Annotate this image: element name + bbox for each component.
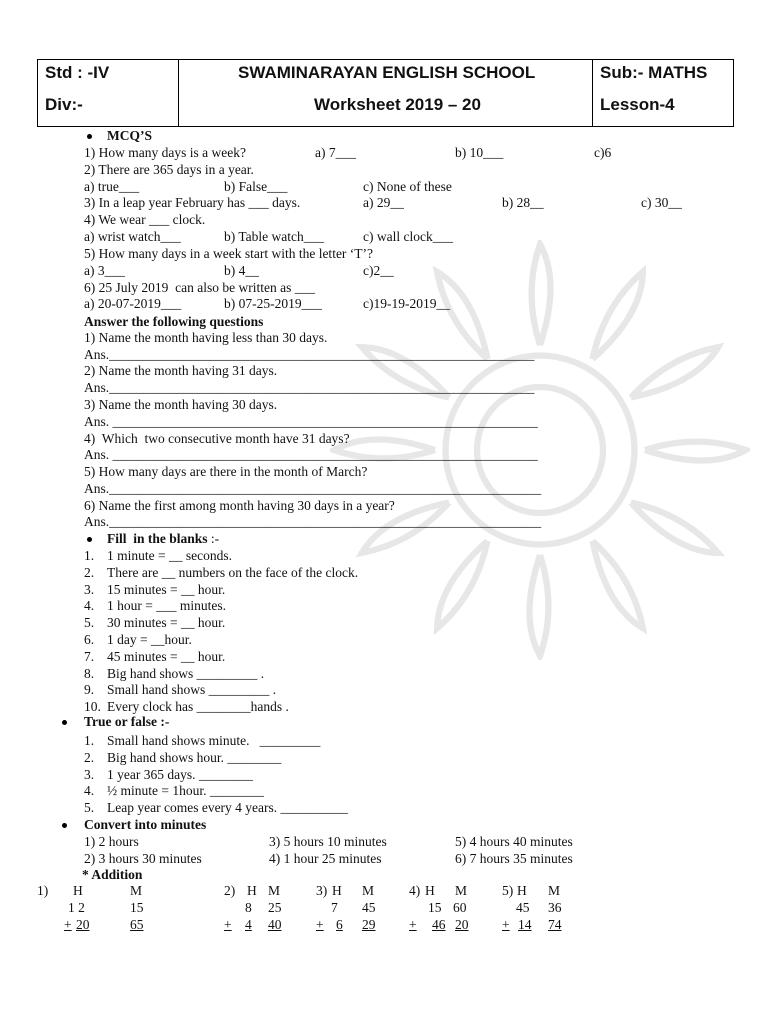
mcq-title: MCQ’S <box>107 128 152 143</box>
plus-sign: + <box>502 917 510 932</box>
mcq-text: c) wall clock___ <box>363 229 453 244</box>
answer-title: Answer the following questions <box>84 314 264 329</box>
hours-header: H <box>517 883 527 898</box>
minutes-header: M <box>362 883 375 898</box>
convert-item: 1) 2 hours <box>84 834 139 849</box>
tf-item: 1 year 365 days. ________ <box>107 766 253 782</box>
problem-number: 2) <box>224 883 236 898</box>
problem-number: 1) <box>37 883 49 898</box>
item-number: 10. <box>84 699 101 715</box>
answer-line: Ans._______________________________________________________________ <box>84 380 535 395</box>
hours-value: 46 <box>432 917 446 932</box>
item-number: 4. <box>84 598 95 614</box>
convert-item: 6) 7 hours 35 minutes <box>455 850 573 866</box>
convert-item: 2) 3 hours 30 minutes <box>84 850 202 866</box>
problem-number: 5) <box>502 883 514 898</box>
tf-item: Small hand shows minute. _________ <box>107 733 321 748</box>
problem-number: 4) <box>409 883 421 898</box>
fill-title: Fill in the blanks <box>107 531 208 546</box>
minutes-header: M <box>130 883 143 898</box>
fill-item: Small hand shows _________ . <box>107 682 277 698</box>
question-text: 6) Name the first among month having 30 days in a year? <box>84 498 395 513</box>
fill-item: 1 day = __hour. <box>107 632 192 647</box>
header-table <box>37 59 734 127</box>
fill-bullet-icon <box>87 537 92 542</box>
hours-value: 8 <box>245 900 252 915</box>
fill-item: Big hand shows _________ . <box>107 665 265 681</box>
hours-value: 4 <box>245 917 252 932</box>
tf-title: True or false :- <box>84 714 170 729</box>
item-number: 9. <box>84 682 95 698</box>
fill-item: 45 minutes = __ hour. <box>107 648 226 664</box>
answer-line: Ans.________________________________________________________________ <box>84 514 542 529</box>
question-text: 4) Which two consecutive month have 31 days? <box>84 431 350 446</box>
hours-value: 14 <box>518 917 532 932</box>
minutes-header: M <box>455 883 468 898</box>
minutes-value: 40 <box>268 917 282 932</box>
hours-header: H <box>247 883 257 898</box>
item-number: 2. <box>84 564 95 580</box>
convert-item: 3) 5 hours 10 minutes <box>269 834 387 849</box>
question-text: 5) How many days are there in the month of March? <box>84 464 368 479</box>
hours-header: H <box>425 883 435 898</box>
hours-value: 20 <box>76 917 90 932</box>
question-text: 2) Name the month having 31 days. <box>84 363 278 378</box>
item-number: 2. <box>84 749 95 765</box>
item-number: 5. <box>84 615 95 631</box>
lesson-label: Lesson-4 <box>600 95 675 114</box>
convert-bullet-icon <box>62 823 67 828</box>
item-number: 5. <box>84 800 95 816</box>
minutes-value: 65 <box>130 917 144 932</box>
fill-suffix: :- <box>207 531 220 546</box>
hours-value: 6 <box>336 917 343 932</box>
answer-line: Ans.________________________________________________________________ <box>84 481 542 496</box>
fill-item: 15 minutes = __ hour. <box>107 581 226 597</box>
item-number: 7. <box>84 648 95 664</box>
convert-item: 4) 1 hour 25 minutes <box>269 850 382 866</box>
mcq-text: b) 28__ <box>502 195 544 210</box>
mcq-text: 2) There are 365 days in a year. <box>84 162 254 177</box>
mcq-text: c)19-19-2019__ <box>363 296 450 311</box>
tf-item: ½ minute = 1hour. ________ <box>107 783 264 799</box>
fill-heading <box>107 531 219 547</box>
problem-number: 3) <box>316 883 328 898</box>
minutes-value: 74 <box>548 917 562 932</box>
fill-item: 1 minute = __ seconds. <box>107 548 232 563</box>
item-number: 1. <box>84 548 95 563</box>
minutes-value: 45 <box>362 900 376 915</box>
item-number: 3. <box>84 581 95 597</box>
mcq-text: a) 7___ <box>315 145 356 160</box>
mcq-text: c)2__ <box>363 263 394 278</box>
div-label: Div:- <box>45 95 83 114</box>
mcq-text: a) wrist watch___ <box>84 229 181 244</box>
question-text: 1) Name the month having less than 30 days. <box>84 330 328 345</box>
tf-item: Leap year comes every 4 years. __________ <box>107 800 349 816</box>
mcq-text: a) 20-07-2019___ <box>84 296 182 311</box>
mcq-text: c) None of these <box>363 179 452 194</box>
minutes-value: 25 <box>268 900 282 915</box>
item-number: 6. <box>84 632 95 647</box>
mcq-text: a) 29__ <box>363 195 404 210</box>
mcq-text: b) 4__ <box>224 263 259 278</box>
convert-item: 5) 4 hours 40 minutes <box>455 834 573 849</box>
hours-value: 1 2 <box>68 900 85 915</box>
mcq-text: 5) How many days in a week start with the letter ‘T’? <box>84 246 374 261</box>
item-number: 3. <box>84 766 95 782</box>
tf-bullet-icon <box>62 720 67 725</box>
plus-sign: + <box>224 917 232 932</box>
fill-item: 1 hour = ___ minutes. <box>107 598 226 614</box>
subject-label: Sub:- MATHS <box>600 63 708 82</box>
minutes-header: M <box>548 883 561 898</box>
item-number: 8. <box>84 665 95 681</box>
minutes-value: 20 <box>455 917 469 932</box>
hours-header: H <box>332 883 342 898</box>
tf-item: Big hand shows hour. ________ <box>107 749 282 765</box>
minutes-value: 60 <box>453 900 467 915</box>
answer-line: Ans. _______________________________________________________________ <box>84 414 538 429</box>
hours-value: 7 <box>331 900 338 915</box>
mcq-text: b) Table watch___ <box>224 229 325 244</box>
mcq-text: 3) In a leap year February has ___ days. <box>84 195 301 210</box>
answer-line: Ans._______________________________________________________________ <box>84 347 535 362</box>
school-name: SWAMINARAYAN ENGLISH SCHOOL <box>238 63 536 82</box>
addition-title: * Addition <box>82 867 143 882</box>
question-text: 3) Name the month having 30 days. <box>84 397 278 412</box>
minutes-value: 36 <box>548 900 562 915</box>
minutes-value: 15 <box>130 900 144 915</box>
plus-sign: + <box>409 917 417 932</box>
mcq-text: c) 30__ <box>641 195 682 210</box>
mcq-text: a) 3___ <box>84 263 125 278</box>
fill-item: Every clock has ________hands . <box>107 699 289 715</box>
mcq-text: 6) 25 July 2019 can also be written as ___ <box>84 280 315 295</box>
mcq-bullet-icon <box>87 134 92 139</box>
plus-sign: + <box>64 917 72 932</box>
answer-line: Ans. _______________________________________________________________ <box>84 447 538 462</box>
mcq-text: 4) We wear ___ clock. <box>84 212 206 227</box>
mcq-text: c)6 <box>594 145 612 160</box>
mcq-text: b) False___ <box>224 179 288 194</box>
fill-item: 30 minutes = __ hour. <box>107 615 226 631</box>
hours-value: 45 <box>516 900 530 915</box>
std-label: Std : -IV <box>45 63 110 82</box>
item-number: 1. <box>84 733 95 748</box>
mcq-text: 1) How many days is a week? <box>84 145 246 160</box>
minutes-value: 29 <box>362 917 376 932</box>
hours-header: H <box>73 883 83 898</box>
mcq-text: b) 10___ <box>455 145 504 160</box>
minutes-header: M <box>268 883 281 898</box>
mcq-text: b) 07-25-2019___ <box>224 296 322 311</box>
plus-sign: + <box>316 917 324 932</box>
hours-value: 15 <box>428 900 442 915</box>
convert-title: Convert into minutes <box>84 817 207 832</box>
mcq-text: a) true___ <box>84 179 140 194</box>
fill-item: There are __ numbers on the face of the clock. <box>107 564 359 580</box>
item-number: 4. <box>84 783 95 799</box>
worksheet-title: Worksheet 2019 – 20 <box>314 95 481 114</box>
